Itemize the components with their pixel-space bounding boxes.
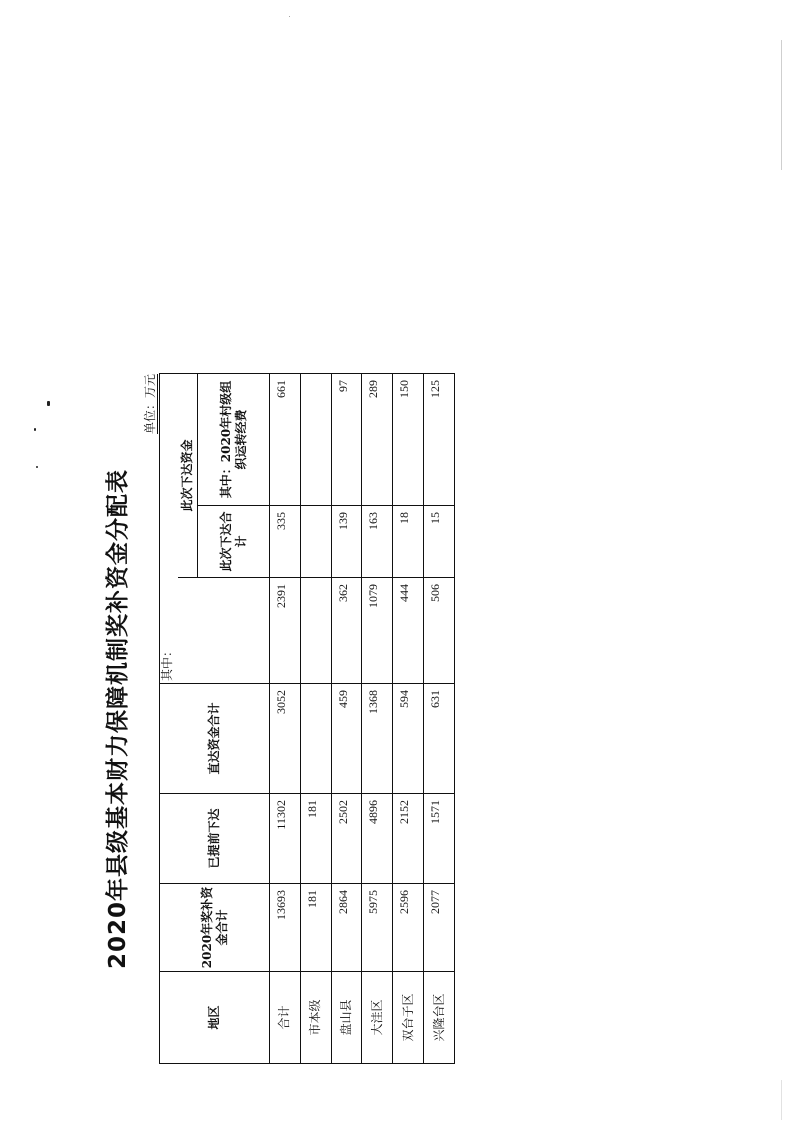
cell-direct-total: 631 xyxy=(424,684,455,794)
table-row xyxy=(362,374,393,1064)
cell-village-funds: 335 xyxy=(270,506,301,578)
rotated-document xyxy=(97,374,455,1064)
cell-direct-total: 459 xyxy=(331,684,362,794)
cell-document-ref: 289 xyxy=(362,374,393,506)
cell-direct-total: 3052 xyxy=(270,684,301,794)
cell-village-funds xyxy=(300,506,331,578)
cell-document-ref: 661 xyxy=(270,374,301,506)
header-total-2020: 2020年奖补资金合计 xyxy=(160,884,270,972)
cell-advanced: 11302 xyxy=(270,794,301,884)
table-row xyxy=(393,374,424,1064)
cell-this-issue-total: 444 xyxy=(393,578,424,684)
header-village-funds: 其中：2020年村级组织运转经费 xyxy=(198,374,270,506)
page-edge-line-bottom xyxy=(781,1080,782,1120)
cell-region: 合计 xyxy=(270,972,301,1064)
cell-document-ref: 97 xyxy=(331,374,362,506)
cell-region: 兴隆台区 xyxy=(424,972,455,1064)
cell-total-2020: 5975 xyxy=(362,884,393,972)
cell-region: 市本级 xyxy=(300,972,331,1064)
cell-village-funds: 18 xyxy=(393,506,424,578)
cell-advanced: 2152 xyxy=(393,794,424,884)
unit-label: 单位：万元 xyxy=(143,374,157,435)
cell-this-issue-total: 362 xyxy=(331,578,362,684)
cell-this-issue-total: 506 xyxy=(424,578,455,684)
cell-region: 双台子区 xyxy=(393,972,424,1064)
header-this-issue: 此次下达资金 xyxy=(178,374,198,578)
cell-total-2020: 181 xyxy=(300,884,331,972)
page-edge-line xyxy=(781,40,782,170)
cell-this-issue-total: 2391 xyxy=(270,578,301,684)
table-row xyxy=(424,374,455,1064)
header-of-which: 其中： xyxy=(160,374,178,684)
cell-region: 盘山县 xyxy=(331,972,362,1064)
cell-document-ref xyxy=(300,374,331,506)
header-advanced: 已提前下达 xyxy=(160,794,270,884)
cell-direct-total: 594 xyxy=(393,684,424,794)
cell-region: 大洼区 xyxy=(362,972,393,1064)
cell-village-funds: 163 xyxy=(362,506,393,578)
header-this-issue-total: 此次下达合计 xyxy=(198,506,270,578)
cell-total-2020: 2864 xyxy=(331,884,362,972)
header-blank-left xyxy=(178,578,270,684)
cell-village-funds: 139 xyxy=(331,506,362,578)
table-row xyxy=(300,374,331,1064)
allocation-table xyxy=(159,373,455,1064)
cell-advanced: 181 xyxy=(300,794,331,884)
table-row xyxy=(331,374,362,1064)
header-region: 地区 xyxy=(160,972,270,1064)
cell-advanced: 1571 xyxy=(424,794,455,884)
cell-document-ref: 125 xyxy=(424,374,455,506)
document-title: 2020年县级基本财力保障机制奖补资金分配表 xyxy=(105,469,131,970)
table-row xyxy=(270,374,301,1064)
cell-village-funds: 15 xyxy=(424,506,455,578)
cell-total-2020: 13693 xyxy=(270,884,301,972)
cell-document-ref: 150 xyxy=(393,374,424,506)
cell-total-2020: 2077 xyxy=(424,884,455,972)
cell-this-issue-total: 1079 xyxy=(362,578,393,684)
cell-direct-total: 1368 xyxy=(362,684,393,794)
header-direct-total: 直达资金合计 xyxy=(160,684,270,794)
cell-advanced: 2502 xyxy=(331,794,362,884)
cell-direct-total xyxy=(300,684,331,794)
header-row-1 xyxy=(160,374,178,1064)
cell-total-2020: 2596 xyxy=(393,884,424,972)
cell-advanced: 4896 xyxy=(362,794,393,884)
cell-this-issue-total xyxy=(300,578,331,684)
